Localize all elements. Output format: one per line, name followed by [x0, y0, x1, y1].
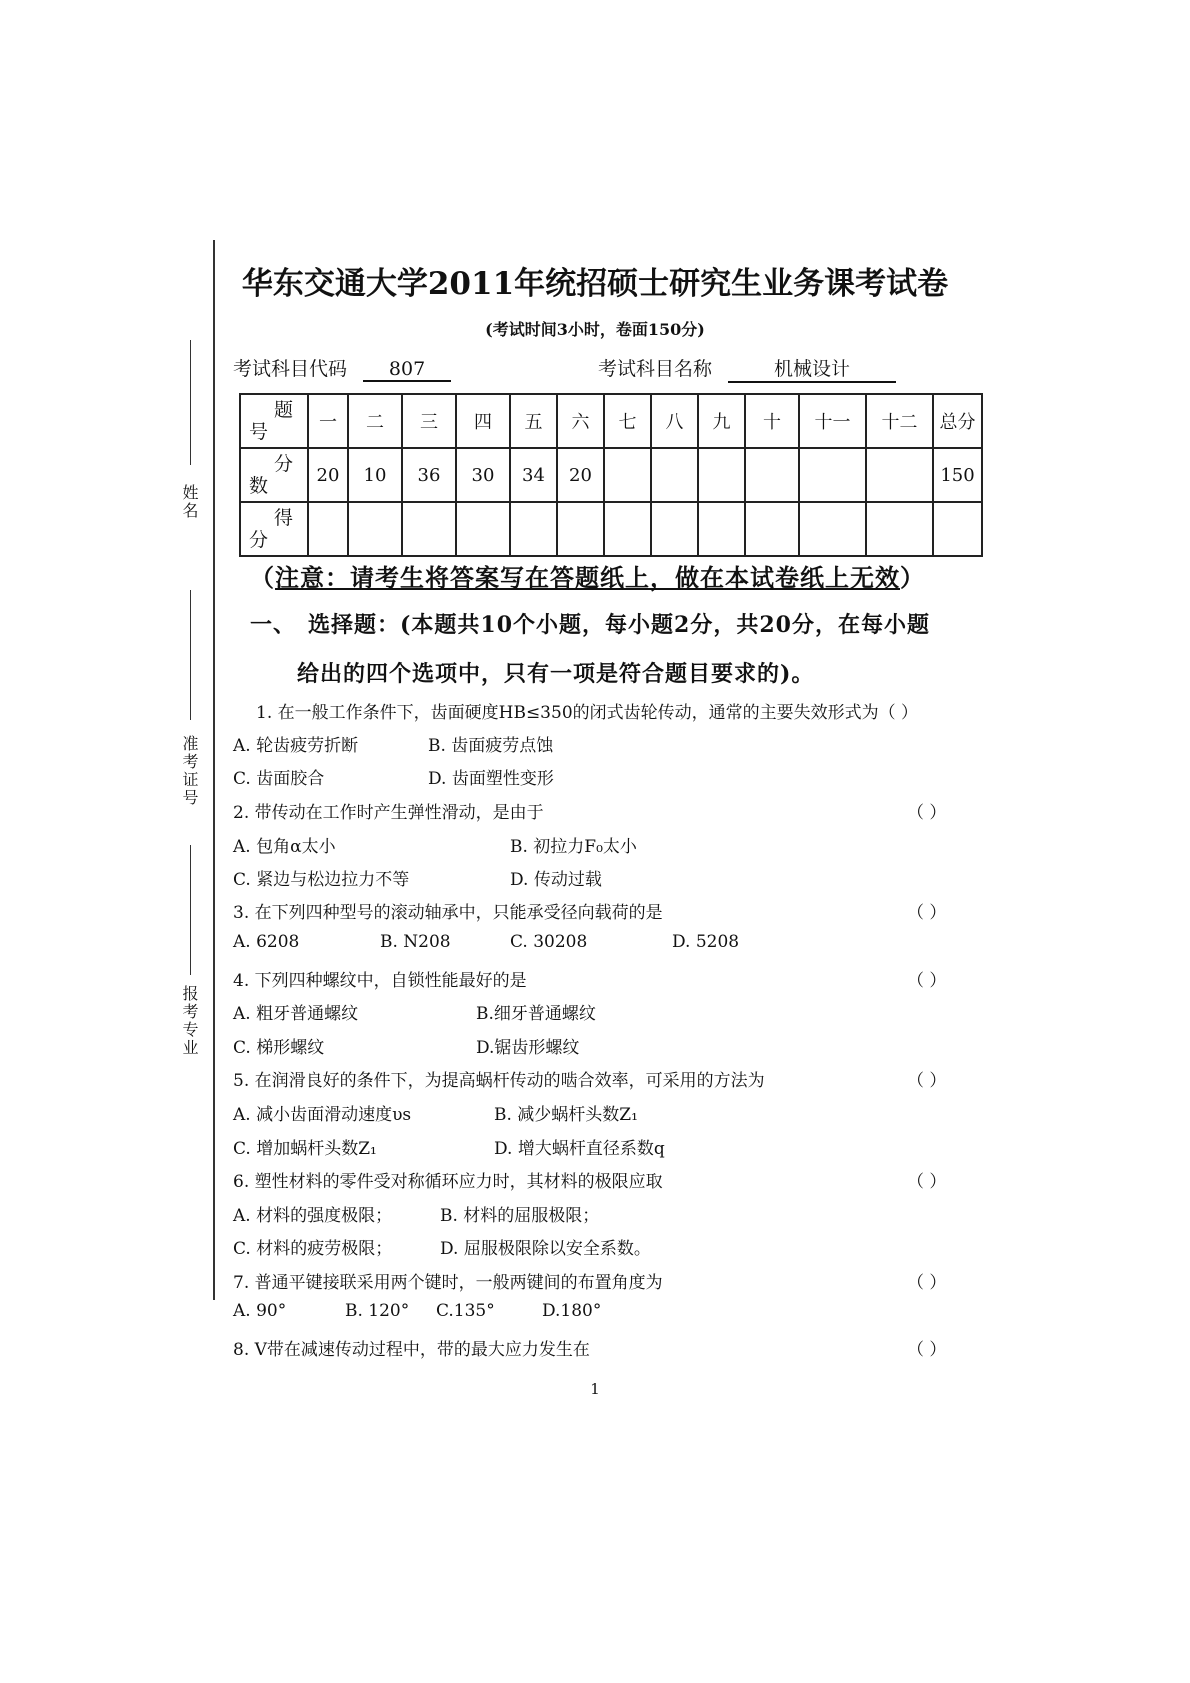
page-number: 1 [590, 1380, 600, 1398]
q3-option-c: C. 30208 [510, 932, 588, 952]
table-cell: 三 [402, 394, 456, 448]
name-label: 姓名 [180, 484, 199, 520]
q5-option-d: D. 增大蜗杆直径系数q [494, 1139, 665, 1159]
q3-option-a: A. 6208 [233, 932, 300, 952]
table-cell [866, 448, 933, 502]
q5-option-a: A. 减小齿面滑动速度υs [233, 1105, 412, 1125]
question-4: 4. 下列四种螺纹中，自锁性能最好的是 [233, 971, 527, 991]
q7-option-b: B. 120° [345, 1301, 410, 1321]
score-cell[interactable] [557, 502, 604, 556]
table-cell: 九 [698, 394, 745, 448]
q2-answer-paren: （ ） [907, 803, 947, 823]
name-rule [190, 340, 191, 465]
section-heading-line2: 给出的四个选项中，只有一项是符合题目要求的)。 [297, 661, 815, 687]
table-cell: 七 [604, 394, 651, 448]
scores-row [240, 502, 982, 556]
binding-line [213, 240, 215, 1300]
table-cell: 四 [456, 394, 510, 448]
q3-option-b: B. N208 [380, 932, 451, 952]
table-cell [651, 448, 698, 502]
q4-option-b: B.细牙普通螺纹 [476, 1004, 596, 1024]
table-cell: 20 [557, 448, 604, 502]
score-cell[interactable] [402, 502, 456, 556]
score-cell[interactable] [510, 502, 557, 556]
q6-answer-paren: （ ） [907, 1172, 947, 1192]
page-subtitle: (考试时间3小时，卷面150分) [485, 320, 705, 339]
score-cell[interactable] [604, 502, 651, 556]
question-1: 1. 在一般工作条件下，齿面硬度HB≤350的闭式齿轮传动，通常的主要失效形式为（ ） [256, 703, 919, 723]
question-number-row [240, 394, 982, 448]
q6-option-c: C. 材料的疲劳极限； [233, 1239, 393, 1259]
table-cell [745, 448, 799, 502]
q4-option-a: A. 粗牙普通螺纹 [233, 1004, 359, 1024]
q7-option-d: D.180° [542, 1301, 602, 1321]
table-cell: 八 [651, 394, 698, 448]
score-cell[interactable] [933, 502, 982, 556]
row-label: 题 号 [240, 394, 308, 448]
table-cell: 一 [308, 394, 348, 448]
table-cell: 34 [510, 448, 557, 502]
question-3: 3. 在下列四种型号的滚动轴承中，只能承受径向载荷的是 [233, 903, 663, 923]
subject-code-label: 考试科目代码 [233, 358, 348, 380]
subject-name-label: 考试科目名称 [598, 358, 713, 380]
question-6: 6. 塑性材料的零件受对称循环应力时，其材料的极限应取 [233, 1172, 663, 1192]
table-cell: 20 [308, 448, 348, 502]
question-2: 2. 带传动在工作时产生弹性滑动，是由于 [233, 803, 544, 823]
major-rule [190, 845, 191, 975]
exam-id-rule [190, 590, 191, 720]
q2-option-c: C. 紧边与松边拉力不等 [233, 870, 410, 890]
table-cell [698, 448, 745, 502]
q3-answer-paren: （ ） [907, 903, 947, 923]
q3-option-d: D. 5208 [672, 932, 740, 952]
q7-option-a: A. 90° [233, 1301, 287, 1321]
major-label: 报考专业 [180, 985, 199, 1057]
table-cell: 六 [557, 394, 604, 448]
points-row [240, 448, 982, 502]
table-cell: 36 [402, 448, 456, 502]
q1-option-b: B. 齿面疲劳点蚀 [428, 736, 554, 756]
score-cell[interactable] [456, 502, 510, 556]
q1-option-a: A. 轮齿疲劳折断 [233, 736, 359, 756]
q1-option-d: D. 齿面塑性变形 [428, 769, 554, 789]
q5-option-b: B. 减少蜗杆头数Z₁ [494, 1105, 638, 1125]
question-7: 7. 普通平键接联采用两个键时，一般两键间的布置角度为 [233, 1273, 663, 1293]
question-5: 5. 在润滑良好的条件下，为提高蜗杆传动的啮合效率，可采用的方法为 [233, 1071, 765, 1091]
q1-option-c: C. 齿面胶合 [233, 769, 325, 789]
table-cell: 十二 [866, 394, 933, 448]
score-table [239, 393, 983, 557]
q2-option-b: B. 初拉力F₀太小 [510, 837, 637, 857]
table-cell [799, 448, 866, 502]
table-cell: 150 [933, 448, 982, 502]
q6-option-d: D. 屈服极限除以安全系数。 [440, 1239, 651, 1259]
table-cell: 总分 [933, 394, 982, 448]
score-cell[interactable] [348, 502, 402, 556]
question-8: 8. V带在减速传动过程中，带的最大应力发生在 [233, 1340, 590, 1360]
table-cell [604, 448, 651, 502]
q7-answer-paren: （ ） [907, 1273, 947, 1293]
subject-code-value: 807 [363, 358, 451, 382]
score-cell[interactable] [745, 502, 799, 556]
score-cell[interactable] [308, 502, 348, 556]
q4-option-d: D.锯齿形螺纹 [476, 1038, 580, 1058]
q8-answer-paren: （ ） [907, 1340, 947, 1360]
page-title: 华东交通大学2011年统招硕士研究生业务课考试卷 [241, 266, 949, 302]
row-label: 得 分 [240, 502, 308, 556]
q7-option-c: C.135° [436, 1301, 495, 1321]
row-label: 分 数 [240, 448, 308, 502]
q6-option-b: B. 材料的屈服极限； [440, 1206, 600, 1226]
table-cell: 30 [456, 448, 510, 502]
table-cell: 10 [348, 448, 402, 502]
score-cell[interactable] [651, 502, 698, 556]
q5-answer-paren: （ ） [907, 1071, 947, 1091]
q4-answer-paren: （ ） [907, 971, 947, 991]
table-cell: 十一 [799, 394, 866, 448]
table-cell: 五 [510, 394, 557, 448]
table-cell: 十 [745, 394, 799, 448]
q6-option-a: A. 材料的强度极限； [233, 1206, 393, 1226]
subject-code-field [233, 354, 451, 382]
subject-name-field [598, 354, 896, 383]
subject-name-value: 机械设计 [728, 354, 896, 383]
table-cell: 二 [348, 394, 402, 448]
notice-text: 注意：请考生将答案写在答题纸上，做在本试卷纸上无效 [275, 563, 900, 592]
score-cell[interactable] [866, 502, 933, 556]
section-heading-line1: 选择题：(本题共10个小题，每小题2分，共20分，在每小题 [308, 612, 930, 638]
score-cell[interactable] [799, 502, 866, 556]
q2-option-a: A. 包角α太小 [233, 837, 336, 857]
q5-option-c: C. 增加蜗杆头数Z₁ [233, 1139, 377, 1159]
q2-option-d: D. 传动过载 [510, 870, 602, 890]
notice: （注意：请考生将答案写在答题纸上，做在本试卷纸上无效） [250, 563, 925, 592]
section-number: 一、 [250, 612, 297, 638]
q4-option-c: C. 梯形螺纹 [233, 1038, 325, 1058]
exam-id-label: 准考证号 [180, 735, 199, 807]
score-cell[interactable] [698, 502, 745, 556]
